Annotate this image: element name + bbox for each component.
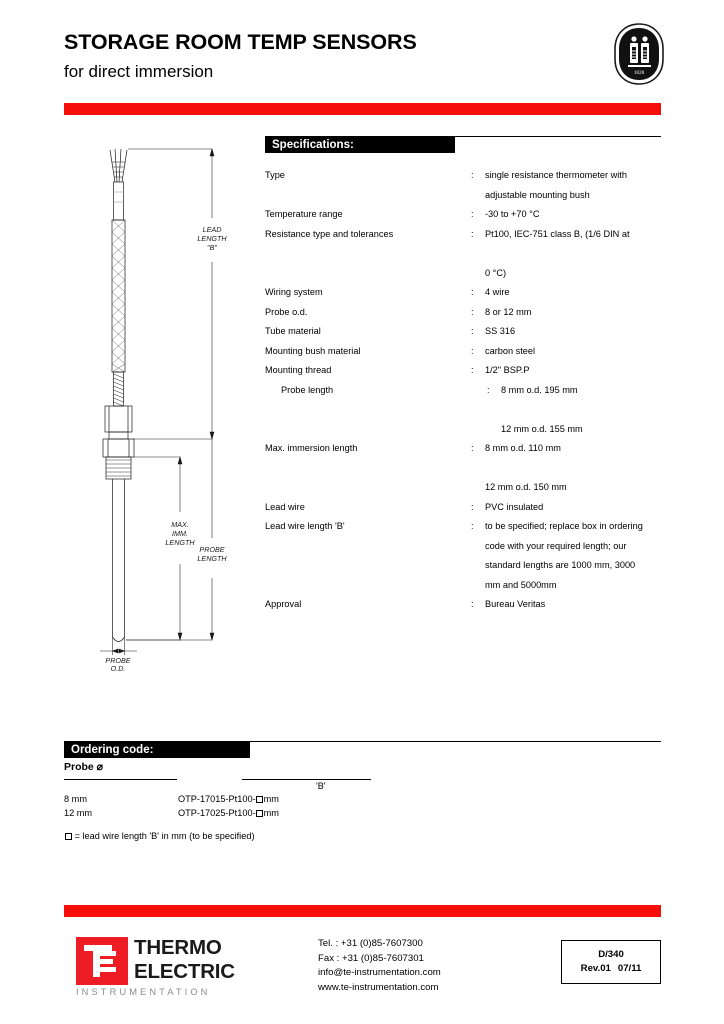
spec-label: Temperature range <box>265 209 343 219</box>
spec-row <box>265 439 665 498</box>
drawing-label-probe-od-1: PROBE <box>105 656 131 665</box>
spec-value-line: 1/2" BSP.P <box>485 365 530 375</box>
spec-value-line: to be specified; replace box in ordering <box>485 521 643 531</box>
spec-value <box>485 205 665 225</box>
spec-row <box>265 595 665 615</box>
company-logo <box>76 937 248 999</box>
footer-red-rule <box>64 905 661 917</box>
spec-value <box>485 439 665 498</box>
spec-value <box>485 498 665 518</box>
drawing-label-probe-od-2: O.D. <box>110 664 126 673</box>
spec-label: Probe length <box>281 384 334 395</box>
header-red-rule <box>64 103 661 115</box>
spec-row <box>265 361 665 381</box>
spec-value-line: 12 mm o.d. 150 mm <box>485 482 567 492</box>
spec-value-line: code with your required length; our <box>485 540 627 551</box>
page-subtitle: for direct immersion <box>64 62 214 81</box>
drawing-label-probe-length-2: LENGTH <box>197 554 227 563</box>
spec-value <box>485 322 665 342</box>
spec-row <box>265 303 665 323</box>
ordering-note <box>64 831 255 841</box>
spec-colon: : <box>471 443 474 453</box>
spec-label: Probe o.d. <box>265 306 308 317</box>
spec-value-line: single resistance thermometer with <box>485 170 627 180</box>
drawing-label-lead-length-3: "B" <box>207 243 217 252</box>
ordering-b-column-header: 'B' <box>316 781 326 791</box>
spec-row <box>265 517 665 595</box>
contact-website[interactable]: www.te-instrumentation.com <box>318 981 439 993</box>
spec-value <box>485 303 665 323</box>
spec-label: Mounting thread <box>265 365 332 375</box>
ordering-code-section-header <box>64 741 661 759</box>
spec-row <box>265 322 665 342</box>
drawing-label-max-imm-3: LENGTH <box>165 538 195 547</box>
spec-value-line: adjustable mounting bush <box>485 189 590 200</box>
spec-label: Tube material <box>265 326 321 336</box>
spec-value-line: 8 mm o.d. 110 mm <box>485 443 561 453</box>
ordering-code-text <box>178 794 279 804</box>
ordering-note-text: = lead wire length 'B' in mm (to be specified) <box>74 831 255 841</box>
spec-value <box>485 283 665 303</box>
spec-label: Resistance type and tolerances <box>265 228 394 239</box>
spec-value-line <box>485 244 665 264</box>
spec-value <box>485 225 665 284</box>
spec-value-line: carbon steel <box>485 345 536 356</box>
ordering-length-box-icon <box>256 796 263 803</box>
document-revision-line <box>562 962 660 976</box>
spec-row <box>265 381 665 440</box>
spec-value-line: 8 or 12 mm <box>485 306 532 317</box>
drawing-label-max-imm-2: IMM. <box>172 529 188 538</box>
spec-value-line: SS 316 <box>485 326 516 336</box>
spec-value <box>501 381 665 440</box>
spec-value-line: 4 wire <box>485 287 510 297</box>
spec-colon: : <box>471 287 474 297</box>
seal-year: 1828 <box>633 70 645 76</box>
spec-value <box>485 342 665 362</box>
specifications-table <box>265 166 665 615</box>
spec-colon: : <box>487 384 490 395</box>
spec-colon: : <box>471 599 474 609</box>
ordering-code-suffix: mm <box>263 794 279 804</box>
spec-label: Lead wire length 'B' <box>265 521 345 531</box>
spec-value-line: Pt100, IEC-751 class B, (1/6 DIN at <box>485 228 630 239</box>
ordering-row <box>64 808 484 821</box>
contact-email[interactable]: info@te-instrumentation.com <box>318 967 441 979</box>
spec-row <box>265 205 665 225</box>
ordering-diameter: 12 mm <box>64 808 93 818</box>
document-reference-box <box>561 940 661 984</box>
spec-value-line <box>485 459 665 479</box>
spec-label: Lead wire <box>265 501 305 512</box>
company-name-line1: THERMO <box>134 936 222 959</box>
company-name <box>134 936 235 984</box>
ordering-rule-right <box>242 779 371 780</box>
spec-row <box>265 283 665 303</box>
company-name-line2: ELECTRIC <box>134 960 235 983</box>
ordering-code-suffix: mm <box>263 808 279 818</box>
ordering-row <box>64 794 484 807</box>
ordering-heading-label: Ordering code: <box>64 742 250 758</box>
ordering-probe-column-header: Probe ⌀ <box>64 761 103 773</box>
spec-label: Mounting bush material <box>265 345 361 356</box>
te-monogram-icon <box>76 937 128 985</box>
spec-row <box>265 166 665 205</box>
bureau-veritas-seal-icon <box>610 23 668 85</box>
spec-value-line: -30 to +70 °C <box>485 209 540 219</box>
spec-value-line: mm and 5000mm <box>485 579 557 590</box>
page-title: STORAGE ROOM TEMP SENSORS <box>64 30 417 54</box>
spec-row <box>265 498 665 518</box>
drawing-label-max-imm-1: MAX. <box>171 520 189 529</box>
contact-details <box>318 937 441 995</box>
spec-value <box>485 595 665 615</box>
spec-label: Max. immersion length <box>265 443 358 453</box>
ordering-code-prefix: OTP-17015-Pt100- <box>178 794 256 804</box>
contact-fax: Fax : +31 (0)85-7607301 <box>318 952 424 964</box>
drawing-label-probe-length-1: PROBE <box>199 545 225 554</box>
contact-tel: Tel. : +31 (0)85-7607300 <box>318 938 423 949</box>
spec-label: Approval <box>265 599 302 609</box>
ordering-diameter: 8 mm <box>64 794 87 804</box>
ordering-rule-left <box>64 779 177 780</box>
company-tagline: INSTRUMENTATION <box>76 987 211 997</box>
spec-value-line: PVC insulated <box>485 501 544 512</box>
spec-value <box>485 361 665 381</box>
specifications-section-header <box>265 136 661 154</box>
spec-colon: : <box>471 228 474 239</box>
spec-value-line: Bureau Veritas <box>485 599 546 609</box>
spec-row <box>265 342 665 362</box>
spec-label: Wiring system <box>265 287 323 297</box>
spec-colon: : <box>471 521 474 531</box>
spec-value-line: 0 °C) <box>485 267 507 278</box>
spec-colon: : <box>471 501 474 512</box>
spec-colon: : <box>471 365 474 375</box>
sensor-technical-drawing <box>84 140 234 680</box>
spec-value-line: standard lengths are 1000 mm, 3000 <box>485 560 636 570</box>
spec-value-line: 8 mm o.d. 195 mm <box>501 384 578 395</box>
ordering-note-box-icon <box>65 833 72 840</box>
spec-colon: : <box>471 170 474 180</box>
spec-colon: : <box>471 306 474 317</box>
spec-colon: : <box>471 326 474 336</box>
document-revision: Rev.01 <box>580 963 611 974</box>
document-number: D/340 <box>598 949 624 960</box>
spec-colon: : <box>471 345 474 356</box>
drawing-label-lead-length-1: LEAD <box>202 225 222 234</box>
specifications-heading-label: Specifications: <box>265 137 455 153</box>
drawing-label-lead-length-2: LENGTH <box>197 234 227 243</box>
spec-value <box>485 166 665 205</box>
spec-label: Type <box>265 170 285 180</box>
ordering-length-box-icon <box>256 810 263 817</box>
ordering-code-text <box>178 808 279 818</box>
spec-value-line <box>501 400 665 420</box>
spec-value <box>485 517 665 595</box>
spec-row <box>265 225 665 284</box>
ordering-code-prefix: OTP-17025-Pt100- <box>178 808 256 818</box>
spec-value-line: 12 mm o.d. 155 mm <box>501 423 583 434</box>
document-date: 07/11 <box>617 963 642 974</box>
spec-colon: : <box>471 209 474 219</box>
